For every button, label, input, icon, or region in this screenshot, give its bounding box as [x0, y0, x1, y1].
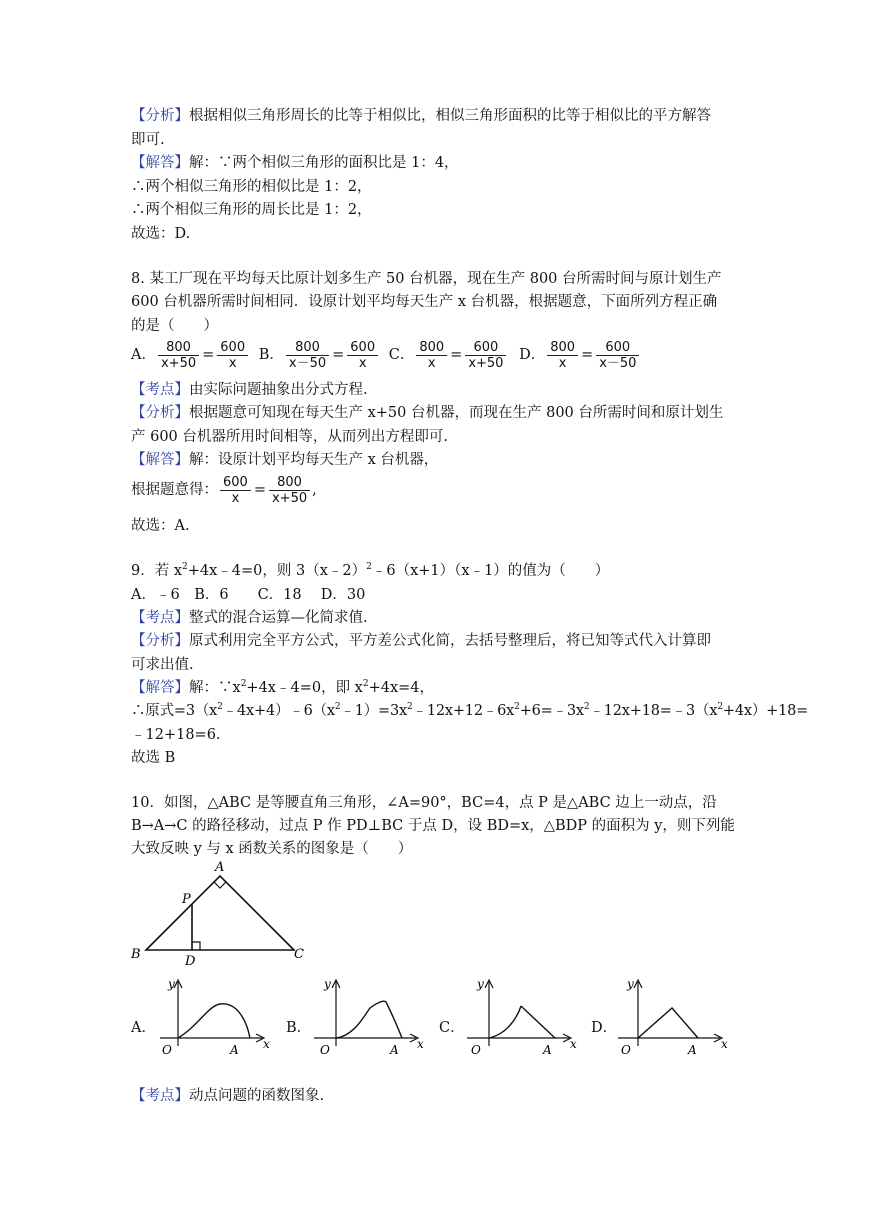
q8-answer-left-fraction [220, 475, 251, 506]
q8-option-c [388, 339, 513, 371]
q7-answer-text-3: ∴两个相似三角形的周长比是 1：2， [131, 202, 372, 218]
q9-answer-part: ﹣1）=3x [340, 703, 407, 719]
point-tag: 【考点】 [131, 610, 189, 626]
axis-y-label: y [168, 977, 175, 991]
equals-sign: = [450, 347, 463, 363]
q9-point-text: 整式的混合运算—化简求值. [189, 610, 368, 626]
answer-tag: 【解答】 [131, 155, 189, 171]
label-d: D [185, 954, 196, 966]
graph-label-c: C． [439, 1020, 465, 1036]
q8-option-a [131, 339, 255, 371]
q8-analysis-text-1: 根据题意可知现在每天生产 x+50 台机器，而现在生产 800 台所需时间和原计划生 [189, 405, 724, 421]
q8-answer-line-2 [131, 472, 317, 508]
q9-answer-part: ∴原式=3（x [131, 703, 218, 719]
numerator: 800 [416, 340, 447, 356]
graph-option-c [457, 972, 582, 1062]
numerator: 600 [465, 340, 506, 356]
axis-y-label: y [324, 977, 331, 991]
origin-label: O [471, 1043, 481, 1057]
point-a-label: A [230, 1043, 239, 1057]
q10-point-text: 动点问题的函数图象. [189, 1088, 325, 1104]
q8-answer-suffix: , [312, 482, 317, 498]
triangle-figure [128, 858, 308, 966]
q7-answer-text-1: 解：∵两个相似三角形的面积比是 1：4， [189, 155, 459, 171]
q9-answer-line-2 [131, 701, 808, 721]
superscript: 2 [334, 702, 341, 713]
graph-label-b: B． [286, 1020, 312, 1036]
q9-answer-part: +4x=4， [368, 680, 435, 696]
q9-stem [131, 561, 609, 581]
superscript: 2 [406, 702, 413, 713]
q8-option-d-label: D． [519, 347, 546, 363]
label-a: A [215, 860, 225, 875]
q8-option-d-left-fraction [547, 340, 578, 371]
q8-option-b-label: B． [258, 347, 284, 363]
numerator: 800 [269, 475, 310, 491]
equals-sign: = [202, 347, 215, 363]
label-p: P [182, 892, 191, 907]
denominator: x－50 [288, 355, 327, 371]
superscript: 2 [182, 562, 188, 573]
denominator: x [228, 355, 237, 371]
q8-option-c-label: C． [388, 347, 415, 363]
q8-point-line [131, 380, 368, 400]
graph-label-d: D． [591, 1020, 618, 1036]
q8-stem-line-1: 8. 某工厂现在平均每天比原计划多生产 50 台机器，现在生产 800 台所需时间与原计划生产 [131, 271, 722, 287]
q7-answer-text-2: ∴两个相似三角形的相似比是 1：2， [131, 179, 372, 195]
q9-answer-part: ﹣4x+4）﹣6（x [222, 703, 335, 719]
q8-options [131, 337, 641, 373]
q8-option-c-left-fraction [416, 340, 447, 371]
q8-option-a-label: A． [131, 347, 156, 363]
q7-analysis-text-2: 即可. [131, 132, 165, 148]
equals-sign: = [581, 347, 594, 363]
q10-point-line [131, 1086, 324, 1106]
numerator: 600 [347, 340, 378, 356]
q8-point-text: 由实际问题抽象出分式方程. [189, 382, 368, 398]
q9-answer-line-1 [131, 678, 434, 698]
superscript: 2 [583, 702, 590, 713]
q8-answer-right-fraction [269, 475, 310, 506]
point-tag: 【考点】 [131, 1088, 189, 1104]
q9-answer-line-3: ﹣12+18=6. [131, 727, 221, 743]
q8-option-b [258, 339, 385, 371]
superscript: 2 [717, 702, 723, 713]
point-a-label: A [390, 1043, 399, 1057]
equals-sign: = [253, 482, 266, 498]
denominator: x [427, 355, 436, 371]
origin-label: O [162, 1043, 172, 1057]
denominator: x+50 [468, 355, 504, 371]
q8-stem-line-3: 的是（ ） [131, 318, 218, 334]
q9-answer-part: 解：∵x [189, 680, 241, 696]
right-angle-mark-d [192, 942, 200, 950]
q8-option-b-right-fraction [347, 340, 378, 371]
q9-options: A．﹣6 B．6 C．18 D．30 [131, 587, 366, 603]
numerator: 600 [217, 340, 248, 356]
numerator: 800 [286, 340, 329, 356]
q9-analysis-line-1 [131, 631, 711, 651]
q9-choice: 故选 B [131, 750, 176, 766]
q8-answer-text-1: 解：设原计划平均每天生产 x 台机器， [189, 452, 439, 468]
q10-stem-line-3: 大致反映 y 与 x 函数关系的图象是（ ） [131, 841, 413, 857]
q9-answer-part: ﹣12x+18=﹣3（x [589, 703, 718, 719]
axis-y-label: y [477, 977, 484, 991]
q10-stem-line-2: B→A→C 的路径移动，过点 P 作 PD⊥BC 于点 D，设 BD=x，△BDP 的面积为 y，则下列能 [131, 818, 735, 834]
origin-label: O [621, 1043, 631, 1057]
denominator: x－50 [599, 355, 637, 371]
q9-stem-part: +4x﹣4=0，则 3（x﹣2） [187, 563, 367, 579]
axis-x-label: x [263, 1037, 270, 1051]
q9-analysis-text-2: 可求出值. [131, 657, 194, 673]
q7-analysis-text-1: 根据相似三角形周长的比等于相似比，相似三角形面积的比等于相似比的平方解答 [189, 108, 711, 124]
q9-answer-part: +6=﹣3x [519, 703, 584, 719]
q8-stem-line-2: 600 台机器所需时间相同．设原计划平均每天生产 x 台机器，根据题意，下面所列方程正确 [131, 294, 718, 310]
q9-analysis-text-1: 原式利用完全平方公式，平方差公式化简，去括号整理后，将已知等式代入计算即 [189, 633, 711, 649]
q8-choice: 故选：A. [131, 518, 190, 534]
axis-y-label: y [627, 977, 634, 991]
superscript: 2 [366, 562, 372, 573]
q9-stem-part: ﹣6（x+1）（x﹣1）的值为（ ） [371, 563, 610, 579]
q8-answer-prefix: 根据题意得： [131, 482, 218, 498]
label-b: B [131, 947, 141, 962]
q8-option-c-right-fraction [465, 340, 506, 371]
q8-analysis-text-2: 产 600 台机器所用时间相等，从而列出方程即可. [131, 429, 449, 445]
q8-option-d-right-fraction [596, 340, 639, 371]
graph-option-a [150, 972, 275, 1062]
piecewise-line [638, 1008, 698, 1038]
numerator: 800 [158, 340, 199, 356]
q9-answer-part: +4x﹣4=0，即 x [246, 680, 363, 696]
superscript: 2 [514, 702, 520, 713]
superscript: 2 [362, 679, 369, 690]
point-tag: 【考点】 [131, 382, 189, 398]
q8-analysis-line-1 [131, 403, 723, 423]
analysis-tag: 【分析】 [131, 405, 189, 421]
q9-answer-part: +4x）+18= [722, 703, 809, 719]
answer-tag: 【解答】 [131, 680, 189, 696]
graph-label-a: A． [131, 1020, 156, 1036]
numerator: 800 [547, 340, 578, 356]
point-a-label: A [688, 1043, 697, 1057]
denominator: x [231, 490, 240, 506]
q9-point-line [131, 608, 368, 628]
label-c: C [294, 947, 304, 962]
denominator: x+50 [160, 355, 197, 371]
q8-option-b-left-fraction [286, 340, 329, 371]
q9-answer-part: ﹣12x+12﹣6x [412, 703, 515, 719]
analysis-tag: 【分析】 [131, 108, 189, 124]
numerator: 600 [596, 340, 639, 356]
axis-x-label: x [721, 1037, 728, 1051]
curve [336, 1001, 402, 1038]
denominator: x [558, 355, 567, 371]
q10-stem-line-1: 10．如图，△ABC 是等腰直角三角形，∠A=90°，BC=4，点 P 是△ABC 边上一动点，沿 [131, 795, 717, 811]
graph-option-d [608, 972, 733, 1062]
point-a-label: A [543, 1043, 552, 1057]
axis-x-label: x [570, 1037, 577, 1051]
q8-option-d [519, 339, 641, 371]
triangle-abc [146, 876, 294, 950]
equals-sign: = [332, 347, 345, 363]
graph-option-b [304, 972, 429, 1062]
denominator: x+50 [271, 490, 308, 506]
answer-tag: 【解答】 [131, 452, 189, 468]
superscript: 2 [240, 679, 247, 690]
origin-label: O [320, 1043, 330, 1057]
denominator: x [358, 355, 367, 371]
axis-x-label: x [417, 1037, 424, 1051]
q9-stem-part: 9．若 x [131, 563, 183, 579]
q7-analysis-line-1 [131, 106, 711, 126]
curve-rise [489, 1006, 521, 1038]
curve [178, 1004, 250, 1038]
analysis-tag: 【分析】 [131, 633, 189, 649]
q8-option-a-left-fraction [158, 340, 199, 371]
q7-choice: 故选：D. [131, 226, 191, 242]
q8-option-a-right-fraction [217, 340, 248, 371]
q7-answer-line-1 [131, 153, 459, 173]
q8-answer-line-1 [131, 450, 438, 470]
right-angle-mark-a [214, 882, 226, 888]
line-fall [521, 1006, 555, 1038]
superscript: 2 [217, 702, 223, 713]
numerator: 600 [220, 475, 251, 491]
